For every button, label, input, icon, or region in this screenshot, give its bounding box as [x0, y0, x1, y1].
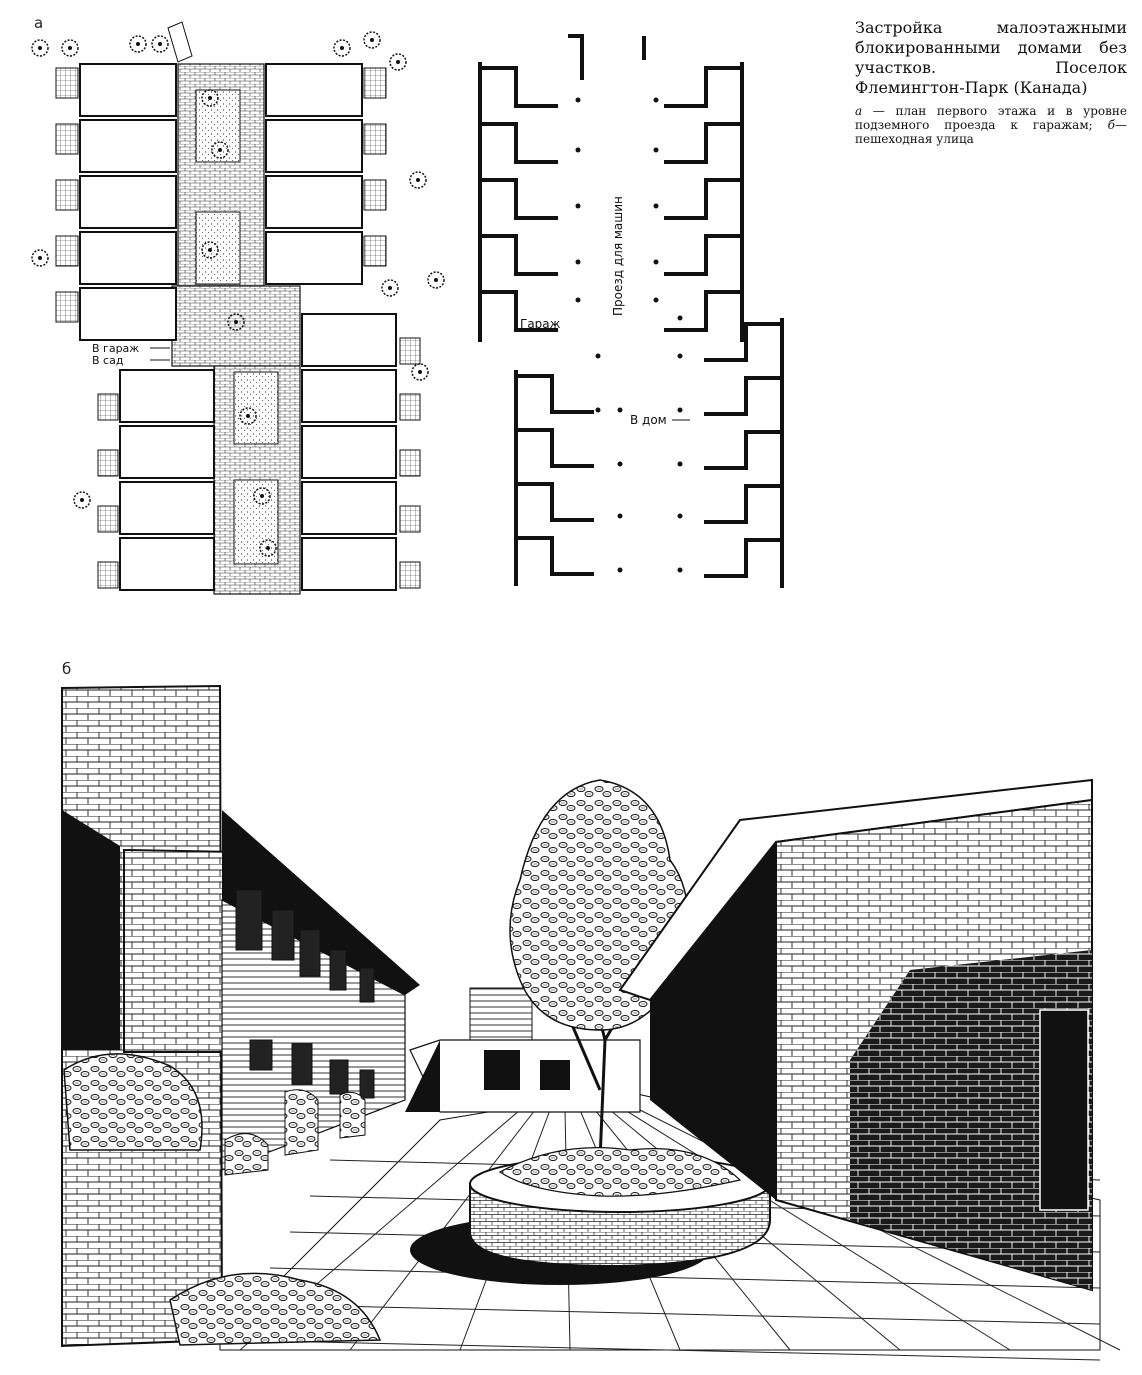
label-to-garage: В гараж — [92, 342, 140, 355]
legend-b-letter: б — [1107, 118, 1115, 132]
legend-a-letter: а — [855, 104, 863, 118]
caption-title: Застройка малоэтажными блокированными домами без участков. Поселок Флемингтон-Парк (Канада) — [855, 18, 1127, 97]
row-window — [330, 950, 346, 990]
row-window — [300, 930, 320, 976]
left-window — [62, 810, 120, 1050]
row-window — [272, 910, 294, 960]
row-window — [292, 1044, 312, 1084]
row-window — [236, 890, 262, 950]
right-door — [1040, 1010, 1088, 1210]
row-window — [330, 1060, 348, 1094]
bush-row-1 — [225, 1134, 268, 1175]
label-driveway: Проезд для машин — [611, 196, 625, 316]
background-tower — [470, 988, 532, 1040]
bg-window-1 — [484, 1050, 520, 1090]
legend-b-text: —пешеходная улица — [855, 118, 1127, 146]
row-window — [360, 968, 374, 1002]
window-frame — [124, 850, 236, 1052]
label-to-house: В дом — [630, 413, 667, 427]
label-garage: Гараж — [520, 317, 561, 331]
figure-letter-b: б — [62, 660, 72, 678]
row-window — [360, 1070, 374, 1098]
legend-a-text: — план первого этажа и в уровне подземного проезда к гаражам; — [855, 104, 1127, 132]
label-to-garden: В сад — [92, 354, 124, 367]
figure-letter-a: а — [34, 14, 44, 32]
bush-row-2 — [285, 1090, 318, 1155]
bg-window-2 — [540, 1060, 570, 1090]
bush-row-3 — [340, 1092, 365, 1138]
row-window — [250, 1040, 272, 1070]
